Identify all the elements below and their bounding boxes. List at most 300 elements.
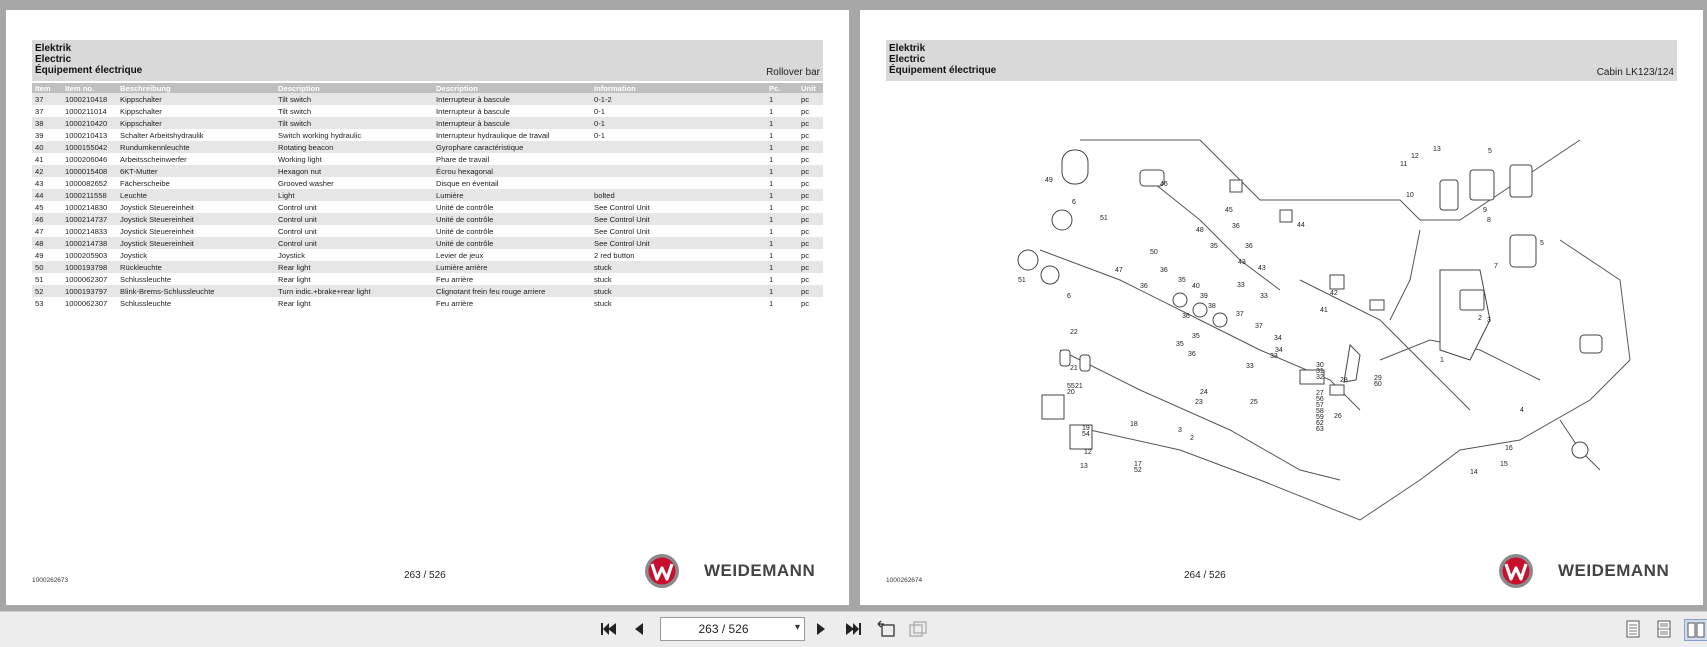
- table-cell: 1000206046: [65, 154, 108, 164]
- diagram-callout: 19: [1082, 425, 1090, 432]
- table-cell: Unité de contrôle: [436, 202, 494, 212]
- continuous-page-icon: [1656, 620, 1672, 638]
- table-cell: 1: [769, 298, 774, 308]
- table-cell: Interrupteur à bascule: [436, 106, 510, 116]
- chevron-down-icon[interactable]: ▾: [794, 622, 800, 633]
- diagram-callout: 50: [1150, 249, 1158, 256]
- table-cell: 45: [35, 202, 44, 212]
- table-cell: See Control Unit: [591, 237, 766, 249]
- table-cell: pc: [798, 237, 823, 249]
- column-header: Unit: [798, 83, 823, 93]
- diagram-callout: 24: [1200, 389, 1208, 396]
- previous-page-icon: [632, 621, 646, 637]
- table-cell: Joystick: [120, 250, 148, 260]
- table-cell: 1: [769, 154, 774, 164]
- diagram-callout: 31: [1316, 368, 1324, 375]
- table-cell: Feu arrière: [436, 274, 474, 284]
- last-page-button[interactable]: [842, 619, 864, 639]
- diagram-callout: 63: [1316, 426, 1324, 433]
- table-cell: Lumière: [433, 189, 591, 201]
- diagram-callout: 1: [1440, 357, 1444, 364]
- diagram-callout: 12: [1084, 449, 1092, 456]
- table-cell: pc: [801, 202, 810, 212]
- table-cell: Rückleuchte: [117, 261, 275, 273]
- table-cell: stuck: [591, 285, 766, 297]
- table-cell: Joystick Steuereinheit: [117, 213, 275, 225]
- table-cell: Fächerscheibe: [120, 178, 170, 188]
- table-cell: pc: [798, 93, 823, 105]
- continuous-view-button[interactable]: [1653, 619, 1675, 639]
- table-cell: Interrupteur à bascule: [433, 117, 591, 129]
- table-cell: 1: [769, 250, 774, 260]
- table-row: [32, 141, 823, 153]
- table-cell: See Control Unit: [594, 202, 650, 212]
- diagram-callout: 12: [1411, 153, 1419, 160]
- diagram-callout: 35: [1178, 277, 1186, 284]
- table-cell: 46: [32, 213, 62, 225]
- table-cell: 1: [766, 117, 798, 129]
- diagram-callout: 56: [1316, 396, 1324, 403]
- table-cell: Turn indic.+brake+rear light: [275, 285, 433, 297]
- table-cell: 1: [769, 274, 774, 284]
- table-cell: Switch working hydraulic: [278, 130, 362, 140]
- table-cell: Grooved washer: [278, 178, 334, 188]
- table-cell: 1: [766, 237, 798, 249]
- weidemann-logo-icon: [644, 553, 680, 589]
- diagram-callout: 43: [1258, 265, 1266, 272]
- table-cell: [591, 153, 766, 165]
- viewer-toolbar: [0, 611, 1707, 647]
- header-title-de: Elektrik: [889, 43, 926, 54]
- diagram-callout: 29: [1374, 375, 1382, 382]
- column-header: Description: [433, 83, 591, 93]
- table-cell: stuck: [594, 298, 612, 308]
- diagram-callout: 54: [1082, 431, 1090, 438]
- header-title-fr: Équipement électrique: [889, 65, 997, 76]
- table-cell: 1: [766, 261, 798, 273]
- table-row: [32, 297, 823, 309]
- diagram-callout: 22: [1070, 329, 1078, 336]
- diagram-callout: 41: [1320, 307, 1328, 314]
- diagram-callout: 43: [1238, 259, 1246, 266]
- table-cell: Interrupteur hydraulique de travail: [436, 130, 550, 140]
- table-cell: Joystick Steuereinheit: [117, 237, 275, 249]
- section-header: [32, 40, 823, 81]
- table-cell: 1000062307: [65, 274, 108, 284]
- table-cell: 0-1-2: [591, 93, 766, 105]
- diagram-callout: 2: [1190, 435, 1194, 442]
- parts-table: [32, 83, 823, 309]
- diagram-callout: 45: [1225, 207, 1233, 214]
- table-cell: 1: [766, 285, 798, 297]
- go-forward-view-button[interactable]: [907, 619, 929, 639]
- table-row: [32, 213, 823, 225]
- table-cell: pc: [801, 274, 810, 284]
- diagram-callout: 33: [1246, 363, 1254, 370]
- table-cell: Unité de contrôle: [436, 226, 494, 236]
- table-cell: 52: [32, 285, 62, 297]
- diagram-callout: 8: [1487, 217, 1491, 224]
- table-cell: Rear light: [278, 298, 311, 308]
- table-cell: Hexagon nut: [275, 165, 433, 177]
- diagram-callout: 51: [1018, 277, 1026, 284]
- table-cell: pc: [798, 213, 823, 225]
- header-subtitle: Cabin LK123/124: [1596, 67, 1674, 78]
- header-title-en: Electric: [889, 54, 926, 65]
- brand-name: WEIDEMANN: [704, 561, 816, 580]
- table-row: [32, 285, 823, 297]
- diagram-callout: 21: [1070, 365, 1078, 372]
- table-cell: pc: [798, 117, 823, 129]
- first-page-button[interactable]: [598, 619, 620, 639]
- weidemann-logo: [644, 553, 824, 589]
- back-view-icon: [876, 620, 896, 638]
- table-cell: pc: [801, 226, 810, 236]
- table-cell: 41: [35, 154, 44, 164]
- table-cell: pc: [798, 165, 823, 177]
- table-cell: 1000205903: [65, 250, 108, 260]
- diagram-callout: 33: [1270, 353, 1278, 360]
- table-cell: Rundumkennleuchte: [117, 141, 275, 153]
- table-cell: Rear light: [275, 261, 433, 273]
- table-cell: Joystick Steuereinheit: [120, 202, 194, 212]
- diagram-callout: 35: [1176, 341, 1184, 348]
- column-header: Beschreibung: [117, 83, 275, 93]
- table-cell: [591, 141, 766, 153]
- table-cell: Control unit: [278, 226, 317, 236]
- diagram-callout: 35: [1210, 243, 1218, 250]
- table-cell: Tilt switch: [275, 117, 433, 129]
- diagram-callout: 17: [1134, 461, 1142, 468]
- table-row: [32, 153, 823, 165]
- two-page-view-button[interactable]: [1684, 619, 1707, 641]
- diagram-callout: 3: [1487, 317, 1491, 324]
- table-cell: Levier de jeux: [436, 250, 484, 260]
- table-cell: Blink-Brems-Schlussleuchte: [117, 285, 275, 297]
- table-cell: 1000155042: [62, 141, 117, 153]
- table-cell: Gyrophare caractéristique: [433, 141, 591, 153]
- first-page-icon: [600, 621, 618, 637]
- diagram-callout: 35: [1192, 333, 1200, 340]
- diagram-callout: 16: [1505, 445, 1513, 452]
- table-header-row: [32, 83, 823, 93]
- diagram-callout: 14: [1470, 469, 1478, 476]
- table-cell: 1: [769, 106, 774, 116]
- forward-view-icon: [908, 620, 928, 638]
- table-cell: 50: [32, 261, 62, 273]
- table-cell: 0-1: [591, 117, 766, 129]
- table-cell: 1000210420: [62, 117, 117, 129]
- page-number-field[interactable]: [660, 617, 805, 641]
- header-subtitle: Rollover bar: [766, 67, 820, 78]
- table-row: [32, 201, 823, 213]
- diagram-callout: 3: [1178, 427, 1182, 434]
- table-cell: Lumière arrière: [433, 261, 591, 273]
- table-row: [32, 189, 823, 201]
- diagram-callout: 36: [1232, 223, 1240, 230]
- header-title-fr: Équipement électrique: [35, 65, 143, 76]
- column-header: Description: [275, 83, 433, 93]
- diagram-callout: 21: [1075, 383, 1083, 390]
- table-cell: Joystick: [278, 250, 306, 260]
- diagram-callout: 15: [1500, 461, 1508, 468]
- diagram-callout: 58: [1316, 408, 1324, 415]
- table-cell: 49: [35, 250, 44, 260]
- table-cell: 1: [769, 130, 774, 140]
- table-cell: Arbeitsscheinwerfer: [120, 154, 187, 164]
- page-number-value: 263 / 526: [698, 622, 749, 636]
- diagram-callout: 5: [1488, 148, 1492, 155]
- single-page-icon: [1625, 620, 1641, 638]
- table-cell: Kippschalter: [117, 117, 275, 129]
- diagram-callout: 39: [1200, 293, 1208, 300]
- table-row: [32, 249, 823, 261]
- table-cell: Control unit: [275, 213, 433, 225]
- table-cell: 38: [32, 117, 62, 129]
- diagram-callout: 37: [1255, 323, 1263, 330]
- diagram-callout: 23: [1195, 399, 1203, 406]
- table-cell: Phare de travail: [436, 154, 490, 164]
- table-cell: Kippschalter: [120, 106, 162, 116]
- table-cell: pc: [801, 130, 810, 140]
- next-page-button[interactable]: [810, 619, 832, 639]
- table-cell: 1000211558: [62, 189, 117, 201]
- diagram-callout: 18: [1130, 421, 1138, 428]
- diagram-callout: 26: [1334, 413, 1342, 420]
- column-header: Item: [32, 83, 62, 93]
- diagram-callout: 57: [1316, 402, 1324, 409]
- diagram-callout: 51: [1100, 215, 1108, 222]
- page-number: 264 / 526: [1184, 570, 1226, 581]
- diagram-callout: 25: [1250, 399, 1258, 406]
- table-cell: Tilt switch: [278, 106, 312, 116]
- table-row: [32, 93, 823, 105]
- table-cell: 1: [766, 93, 798, 105]
- table-row: [32, 225, 823, 237]
- table-cell: pc: [801, 298, 810, 308]
- diagram-callout: 20: [1067, 389, 1075, 396]
- table-cell: Tilt switch: [275, 93, 433, 105]
- table-cell: Rear light: [278, 274, 311, 284]
- table-cell: Disque en éventail: [436, 178, 499, 188]
- diagram-callout: 5: [1540, 240, 1544, 247]
- diagram-callout: 36: [1140, 283, 1148, 290]
- diagram-callout: 37: [1236, 311, 1244, 318]
- table-cell: 1: [769, 202, 774, 212]
- table-cell: 53: [35, 298, 44, 308]
- brand-name: WEIDEMANN: [1558, 561, 1670, 580]
- table-cell: Leuchte: [117, 189, 275, 201]
- table-cell: 1: [766, 141, 798, 153]
- table-cell: pc: [798, 261, 823, 273]
- table-cell: See Control Unit: [591, 213, 766, 225]
- diagram-callout: 7: [1494, 263, 1498, 270]
- table-cell: 44: [32, 189, 62, 201]
- table-row: [32, 105, 823, 117]
- table-cell: bolted: [591, 189, 766, 201]
- header-title-de: Elektrik: [35, 43, 72, 54]
- table-cell: 0-1: [594, 106, 605, 116]
- column-header: Information: [591, 83, 766, 93]
- table-cell: Control unit: [278, 202, 317, 212]
- table-cell: 0-1: [594, 130, 605, 140]
- next-page-icon: [814, 621, 828, 637]
- diagram-callout: 28: [1340, 377, 1348, 384]
- table-cell: 1000015408: [62, 165, 117, 177]
- table-cell: 1: [769, 178, 774, 188]
- table-cell: Interrupteur à bascule: [433, 93, 591, 105]
- diagram-callout: 34: [1274, 335, 1282, 342]
- table-cell: 1000062307: [65, 298, 108, 308]
- diagram-callout: 11: [1400, 161, 1408, 168]
- document-id: 1000262673: [32, 577, 69, 584]
- table-cell: 2 red button: [594, 250, 635, 260]
- table-cell: pc: [798, 285, 823, 297]
- table-row: [32, 165, 823, 177]
- table-cell: 1000082652: [65, 178, 108, 188]
- table-cell: Control unit: [275, 237, 433, 249]
- table-cell: Unité de contrôle: [433, 213, 591, 225]
- diagram-callout: 30: [1316, 362, 1324, 369]
- table-cell: pc: [801, 250, 810, 260]
- table-cell: 42: [32, 165, 62, 177]
- diagram-callout: 4: [1520, 407, 1524, 414]
- diagram-callout: 36: [1188, 351, 1196, 358]
- table-cell: Working light: [278, 154, 322, 164]
- column-header: Item no.: [62, 83, 117, 93]
- diagram-callout: 59: [1316, 414, 1324, 421]
- table-cell: pc: [798, 141, 823, 153]
- table-cell: Light: [275, 189, 433, 201]
- diagram-callout: 38: [1208, 303, 1216, 310]
- table-row: [32, 117, 823, 129]
- table-cell: Kippschalter: [117, 93, 275, 105]
- table-cell: Schlussleuchte: [120, 274, 172, 284]
- diagram-callout: 13: [1080, 463, 1088, 470]
- table-row: [32, 129, 823, 141]
- table-cell: Feu arrière: [436, 298, 474, 308]
- table-cell: See Control Unit: [594, 226, 650, 236]
- table-cell: 1: [766, 189, 798, 201]
- table-cell: stuck: [594, 274, 612, 284]
- diagram-callout: 47: [1115, 267, 1123, 274]
- last-page-icon: [844, 621, 862, 637]
- table-row: [32, 273, 823, 285]
- table-cell: Schalter Arbeitshydraulik: [120, 130, 204, 140]
- diagram-callout: 36: [1160, 267, 1168, 274]
- table-cell: 1000214830: [65, 202, 108, 212]
- diagram-callout: 60: [1374, 381, 1382, 388]
- diagram-callout: 34: [1275, 347, 1283, 354]
- right-page: [860, 10, 1703, 605]
- table-cell: 40: [32, 141, 62, 153]
- table-cell: stuck: [591, 261, 766, 273]
- table-cell: 1000214833: [65, 226, 108, 236]
- table-cell: [591, 165, 766, 177]
- weidemann-logo: [1498, 553, 1678, 589]
- table-cell: Clignotant frein feu rouge arriere: [433, 285, 591, 297]
- diagram-callout: 44: [1297, 222, 1305, 229]
- diagram-callout: 46: [1160, 181, 1168, 188]
- table-cell: pc: [801, 178, 810, 188]
- diagram-callout: 33: [1237, 282, 1245, 289]
- section-header: [886, 40, 1677, 81]
- table-cell: 37: [32, 93, 62, 105]
- table-cell: 51: [35, 274, 44, 284]
- left-page: [6, 10, 849, 605]
- single-page-view-button[interactable]: [1622, 619, 1644, 639]
- table-cell: pc: [801, 154, 810, 164]
- diagram-callout: 36: [1182, 313, 1190, 320]
- table-cell: 1: [766, 165, 798, 177]
- table-cell: Écrou hexagonal: [433, 165, 591, 177]
- table-cell: 37: [35, 106, 44, 116]
- table-cell: 1000211014: [65, 106, 107, 116]
- diagram-callout: 9: [1483, 207, 1487, 214]
- diagram-callout: 42: [1330, 290, 1338, 297]
- table-cell: 1000193798: [62, 261, 117, 273]
- document-id: 1000262674: [886, 577, 923, 584]
- table-cell: Joystick Steuereinheit: [120, 226, 194, 236]
- table-cell: 39: [35, 130, 44, 140]
- table-cell: 1000210413: [65, 130, 108, 140]
- table-cell: pc: [801, 106, 810, 116]
- diagram-callout: 55: [1067, 383, 1075, 390]
- table-row: [32, 237, 823, 249]
- table-cell: 1000193797: [62, 285, 117, 297]
- diagram-callout: 36: [1245, 243, 1253, 250]
- diagram-callout: 33: [1260, 293, 1268, 300]
- table-row: [32, 261, 823, 273]
- diagram-callout: 40: [1192, 283, 1200, 290]
- table-cell: 48: [32, 237, 62, 249]
- table-cell: 1: [769, 226, 774, 236]
- diagram-callout: 13: [1433, 146, 1441, 153]
- table-row: [32, 177, 823, 189]
- diagram-callout: 2: [1478, 315, 1482, 322]
- diagram-callout: 32: [1316, 374, 1324, 381]
- diagram-callout: 52: [1134, 467, 1142, 474]
- diagram-callout: 10: [1406, 192, 1414, 199]
- table-cell: 1: [766, 213, 798, 225]
- diagram-callout: 49: [1045, 177, 1053, 184]
- table-cell: [591, 177, 766, 189]
- diagram-callout: 6: [1072, 199, 1076, 206]
- table-cell: Rotating beacon: [275, 141, 433, 153]
- wiring-diagram: [1000, 120, 1660, 540]
- go-back-view-button[interactable]: [875, 619, 897, 639]
- table-cell: 1000214737: [62, 213, 117, 225]
- header-title-en: Electric: [35, 54, 72, 65]
- previous-page-button[interactable]: [628, 619, 650, 639]
- table-cell: 1000210418: [62, 93, 117, 105]
- table-cell: 1000214738: [62, 237, 117, 249]
- diagram-callout: 6: [1067, 293, 1071, 300]
- table-cell: 6KT-Mutter: [117, 165, 275, 177]
- table-cell: 43: [35, 178, 44, 188]
- table-cell: pc: [798, 189, 823, 201]
- table-cell: Schlussleuchte: [120, 298, 172, 308]
- two-page-icon: [1687, 621, 1705, 639]
- diagram-callout: 48: [1196, 227, 1204, 234]
- diagram-callout: 62: [1316, 420, 1324, 427]
- diagram-callout: 27: [1316, 390, 1324, 397]
- weidemann-logo-icon: [1498, 553, 1534, 589]
- column-header: Pc.: [766, 83, 798, 93]
- table-cell: Unité de contrôle: [433, 237, 591, 249]
- table-cell: 47: [35, 226, 44, 236]
- page-number: 263 / 526: [404, 570, 446, 581]
